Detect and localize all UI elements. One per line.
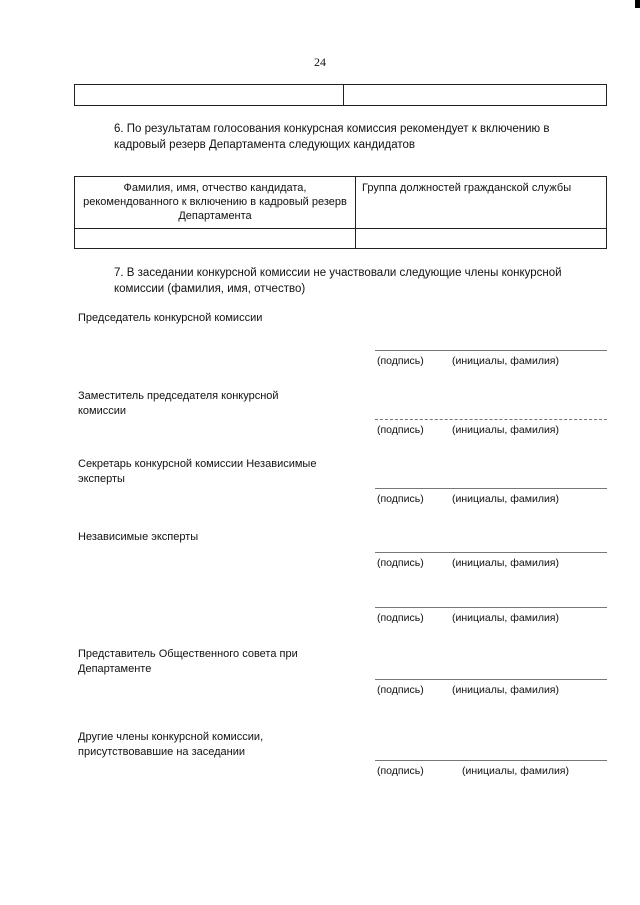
role-independent-experts: Независимые эксперты (78, 531, 199, 543)
initials-caption: (инициалы, фамилия) (452, 612, 559, 624)
initials-caption: (инициалы, фамилия) (462, 765, 569, 777)
scan-corner-mark (635, 0, 640, 8)
signature-caption: (подпись) (377, 684, 424, 696)
role-other-members: Другие члены конкурсной комиссии, присутствовавшие на заседании (78, 731, 264, 758)
candidates-table (74, 176, 607, 249)
initials-caption: (инициалы, фамилия) (452, 684, 559, 696)
table-cell (75, 229, 356, 249)
section-7-text: 7. В заседании конкурсной комиссии не участвовали следующие члены конкурсной комиссии (фамилия, имя, отчество) (114, 267, 562, 295)
signature-line (375, 488, 607, 489)
table-cell (75, 85, 344, 106)
signature-line (375, 350, 607, 351)
signature-caption: (подпись) (377, 355, 424, 367)
role-deputy-chairman: Заместитель председателя конкурсной комиссии (78, 390, 279, 417)
table-cell (344, 85, 607, 106)
signature-line (375, 607, 607, 608)
initials-caption: (инициалы, фамилия) (452, 557, 559, 569)
position-group-header: Группа должностей гражданской службы (356, 177, 607, 229)
initials-caption: (инициалы, фамилия) (452, 493, 559, 505)
role-secretary: Секретарь конкурсной комиссии Независимые эксперты (78, 458, 317, 485)
signature-caption: (подпись) (377, 424, 424, 436)
signature-caption: (подпись) (377, 612, 424, 624)
role-chairman: Председатель конкурсной комиссии (78, 312, 263, 324)
signature-line (375, 760, 607, 761)
page-number: 24 (314, 55, 326, 69)
table-cell (356, 229, 607, 249)
signature-line (375, 552, 607, 553)
signature-line (375, 679, 607, 680)
candidate-name-header: Фамилия, имя, отчество кандидата, рекомендованного к включению в кадровый резерв Департамента (75, 177, 356, 229)
initials-caption: (инициалы, фамилия) (452, 355, 559, 367)
signature-line (375, 419, 607, 420)
section-6-text: 6. По результатам голосования конкурсная комиссия рекомендует к включению в кадровый резерв Департамента следующих кандидатов (114, 123, 550, 151)
signature-caption: (подпись) (377, 557, 424, 569)
initials-caption: (инициалы, фамилия) (452, 424, 559, 436)
signature-caption: (подпись) (377, 493, 424, 505)
continuation-table (74, 84, 607, 106)
signature-caption: (подпись) (377, 765, 424, 777)
role-public-council-representative: Представитель Общественного совета при Департаменте (78, 648, 298, 675)
